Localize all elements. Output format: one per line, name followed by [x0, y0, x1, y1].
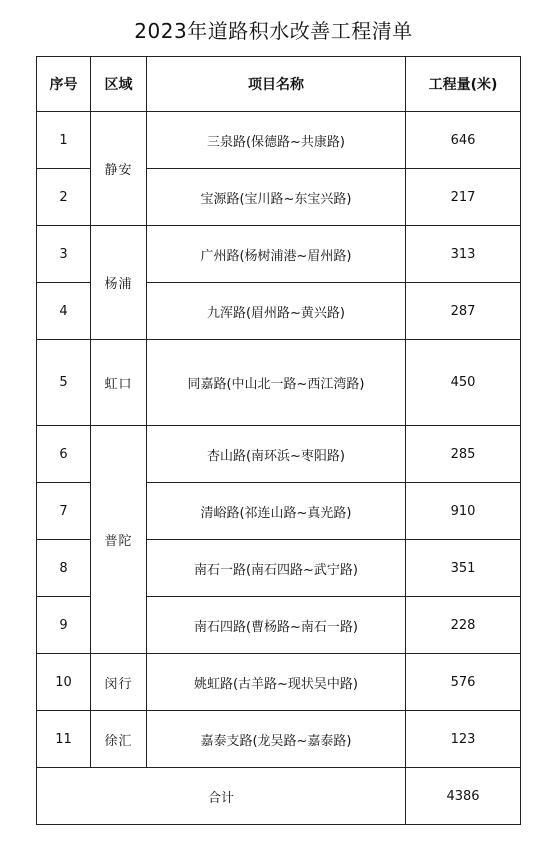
project-cell: 姚虹路(古羊路~现状吴中路): [147, 654, 406, 711]
district-cell: 杨浦: [91, 226, 147, 340]
district-cell: 徐汇: [91, 711, 147, 768]
length-cell: 910: [406, 483, 521, 540]
header-seq: 序号: [37, 57, 91, 112]
length-cell: 217: [406, 169, 521, 226]
total-row: [37, 768, 521, 825]
table-row: [37, 226, 521, 283]
length-cell: 228: [406, 597, 521, 654]
project-cell: 九浑路(眉州路~黄兴路): [147, 283, 406, 340]
table-header-row: [37, 57, 521, 112]
total-length: 4386: [406, 768, 521, 825]
project-cell: 清峪路(祁连山路~真光路): [147, 483, 406, 540]
length-cell: 313: [406, 226, 521, 283]
header-district: 区域: [91, 57, 147, 112]
project-cell: 嘉泰支路(龙吴路~嘉泰路): [147, 711, 406, 768]
table-row: [37, 426, 521, 483]
district-cell: 闵行: [91, 654, 147, 711]
project-cell: 同嘉路(中山北一路~西江湾路): [147, 340, 406, 426]
seq-cell: 8: [37, 540, 91, 597]
project-cell: 三泉路(保德路~共康路): [147, 112, 406, 169]
seq-cell: 11: [37, 711, 91, 768]
project-cell: 杏山路(南环浜~枣阳路): [147, 426, 406, 483]
project-cell: 南石一路(南石四路~武宁路): [147, 540, 406, 597]
table-row: [37, 711, 521, 768]
header-project: 项目名称: [147, 57, 406, 112]
seq-cell: 5: [37, 340, 91, 426]
table-row: [37, 654, 521, 711]
project-cell: 广州路(杨树浦港~眉州路): [147, 226, 406, 283]
project-cell: 南石四路(曹杨路~南石一路): [147, 597, 406, 654]
table-row: [37, 340, 521, 426]
table-row: [37, 112, 521, 169]
district-cell: 普陀: [91, 426, 147, 654]
project-cell: 宝源路(宝川路~东宝兴路): [147, 169, 406, 226]
project-table: [36, 56, 521, 825]
seq-cell: 10: [37, 654, 91, 711]
length-cell: 646: [406, 112, 521, 169]
seq-cell: 6: [37, 426, 91, 483]
district-cell: 静安: [91, 112, 147, 226]
district-cell: 虹口: [91, 340, 147, 426]
total-label: 合计: [37, 768, 406, 825]
seq-cell: 9: [37, 597, 91, 654]
seq-cell: 1: [37, 112, 91, 169]
seq-cell: 7: [37, 483, 91, 540]
seq-cell: 4: [37, 283, 91, 340]
length-cell: 287: [406, 283, 521, 340]
seq-cell: 3: [37, 226, 91, 283]
length-cell: 576: [406, 654, 521, 711]
length-cell: 123: [406, 711, 521, 768]
document-title: 2023年道路积水改善工程清单: [134, 19, 413, 43]
header-length: 工程量(米): [406, 57, 521, 112]
length-cell: 450: [406, 340, 521, 426]
seq-cell: 2: [37, 169, 91, 226]
length-cell: 285: [406, 426, 521, 483]
length-cell: 351: [406, 540, 521, 597]
